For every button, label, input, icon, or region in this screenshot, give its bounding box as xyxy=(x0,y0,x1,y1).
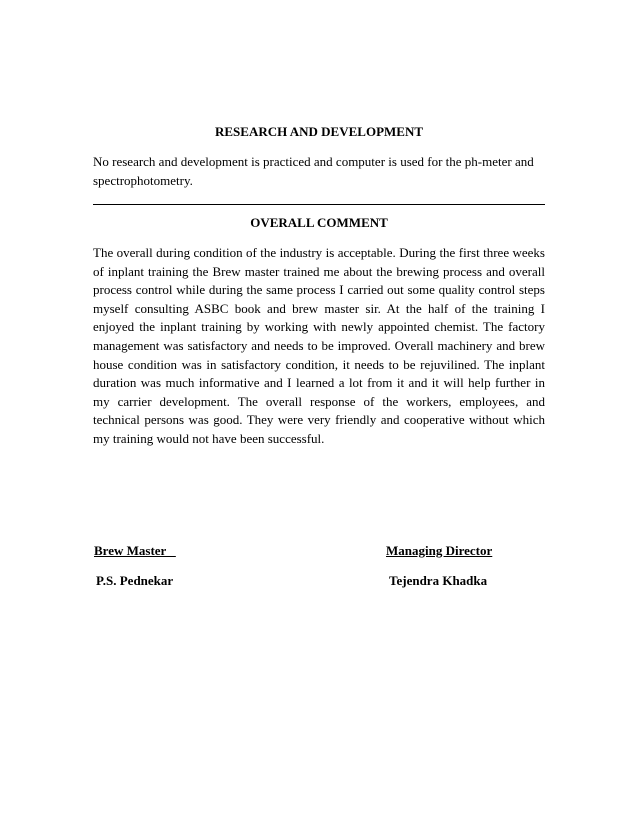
managing-director-name: Tejendra Khadka xyxy=(389,573,488,588)
managing-director-title: Managing Director xyxy=(386,543,493,558)
brew-master-title: Brew Master xyxy=(94,543,176,558)
overall-comment-heading: OVERALL COMMENT xyxy=(250,215,388,230)
section-divider xyxy=(93,204,545,205)
research-paragraph: No research and development is practiced and computer is used for the ph-meter and spectrophotometry. xyxy=(93,154,534,188)
research-heading: RESEARCH AND DEVELOPMENT xyxy=(214,124,424,139)
overall-comment-paragraph: The overall during condition of the industry is acceptable. During the first three weeks of inplant training the Brew master trained me about the brewing process and overall process control while during the same process I carried out some quality control steps myself consulting ASBC book and brew master sir. At the half of the training I enjoyed the inplant training by working with newly appointed chemist. The factory management was satisfactory and needs to be improved. Overall machinery and brew house condition was in satisfactory condition, it needs to be rejuvilined. The inplant duration was much informative and I learned a lot from it and it will help further in my carrier development. The overall response of the workers, employees, and technical persons was good. They were very friendly and cooperative without which my training would not have been successful. xyxy=(93,245,545,446)
brew-master-name: P.S. Pednekar xyxy=(96,573,174,588)
